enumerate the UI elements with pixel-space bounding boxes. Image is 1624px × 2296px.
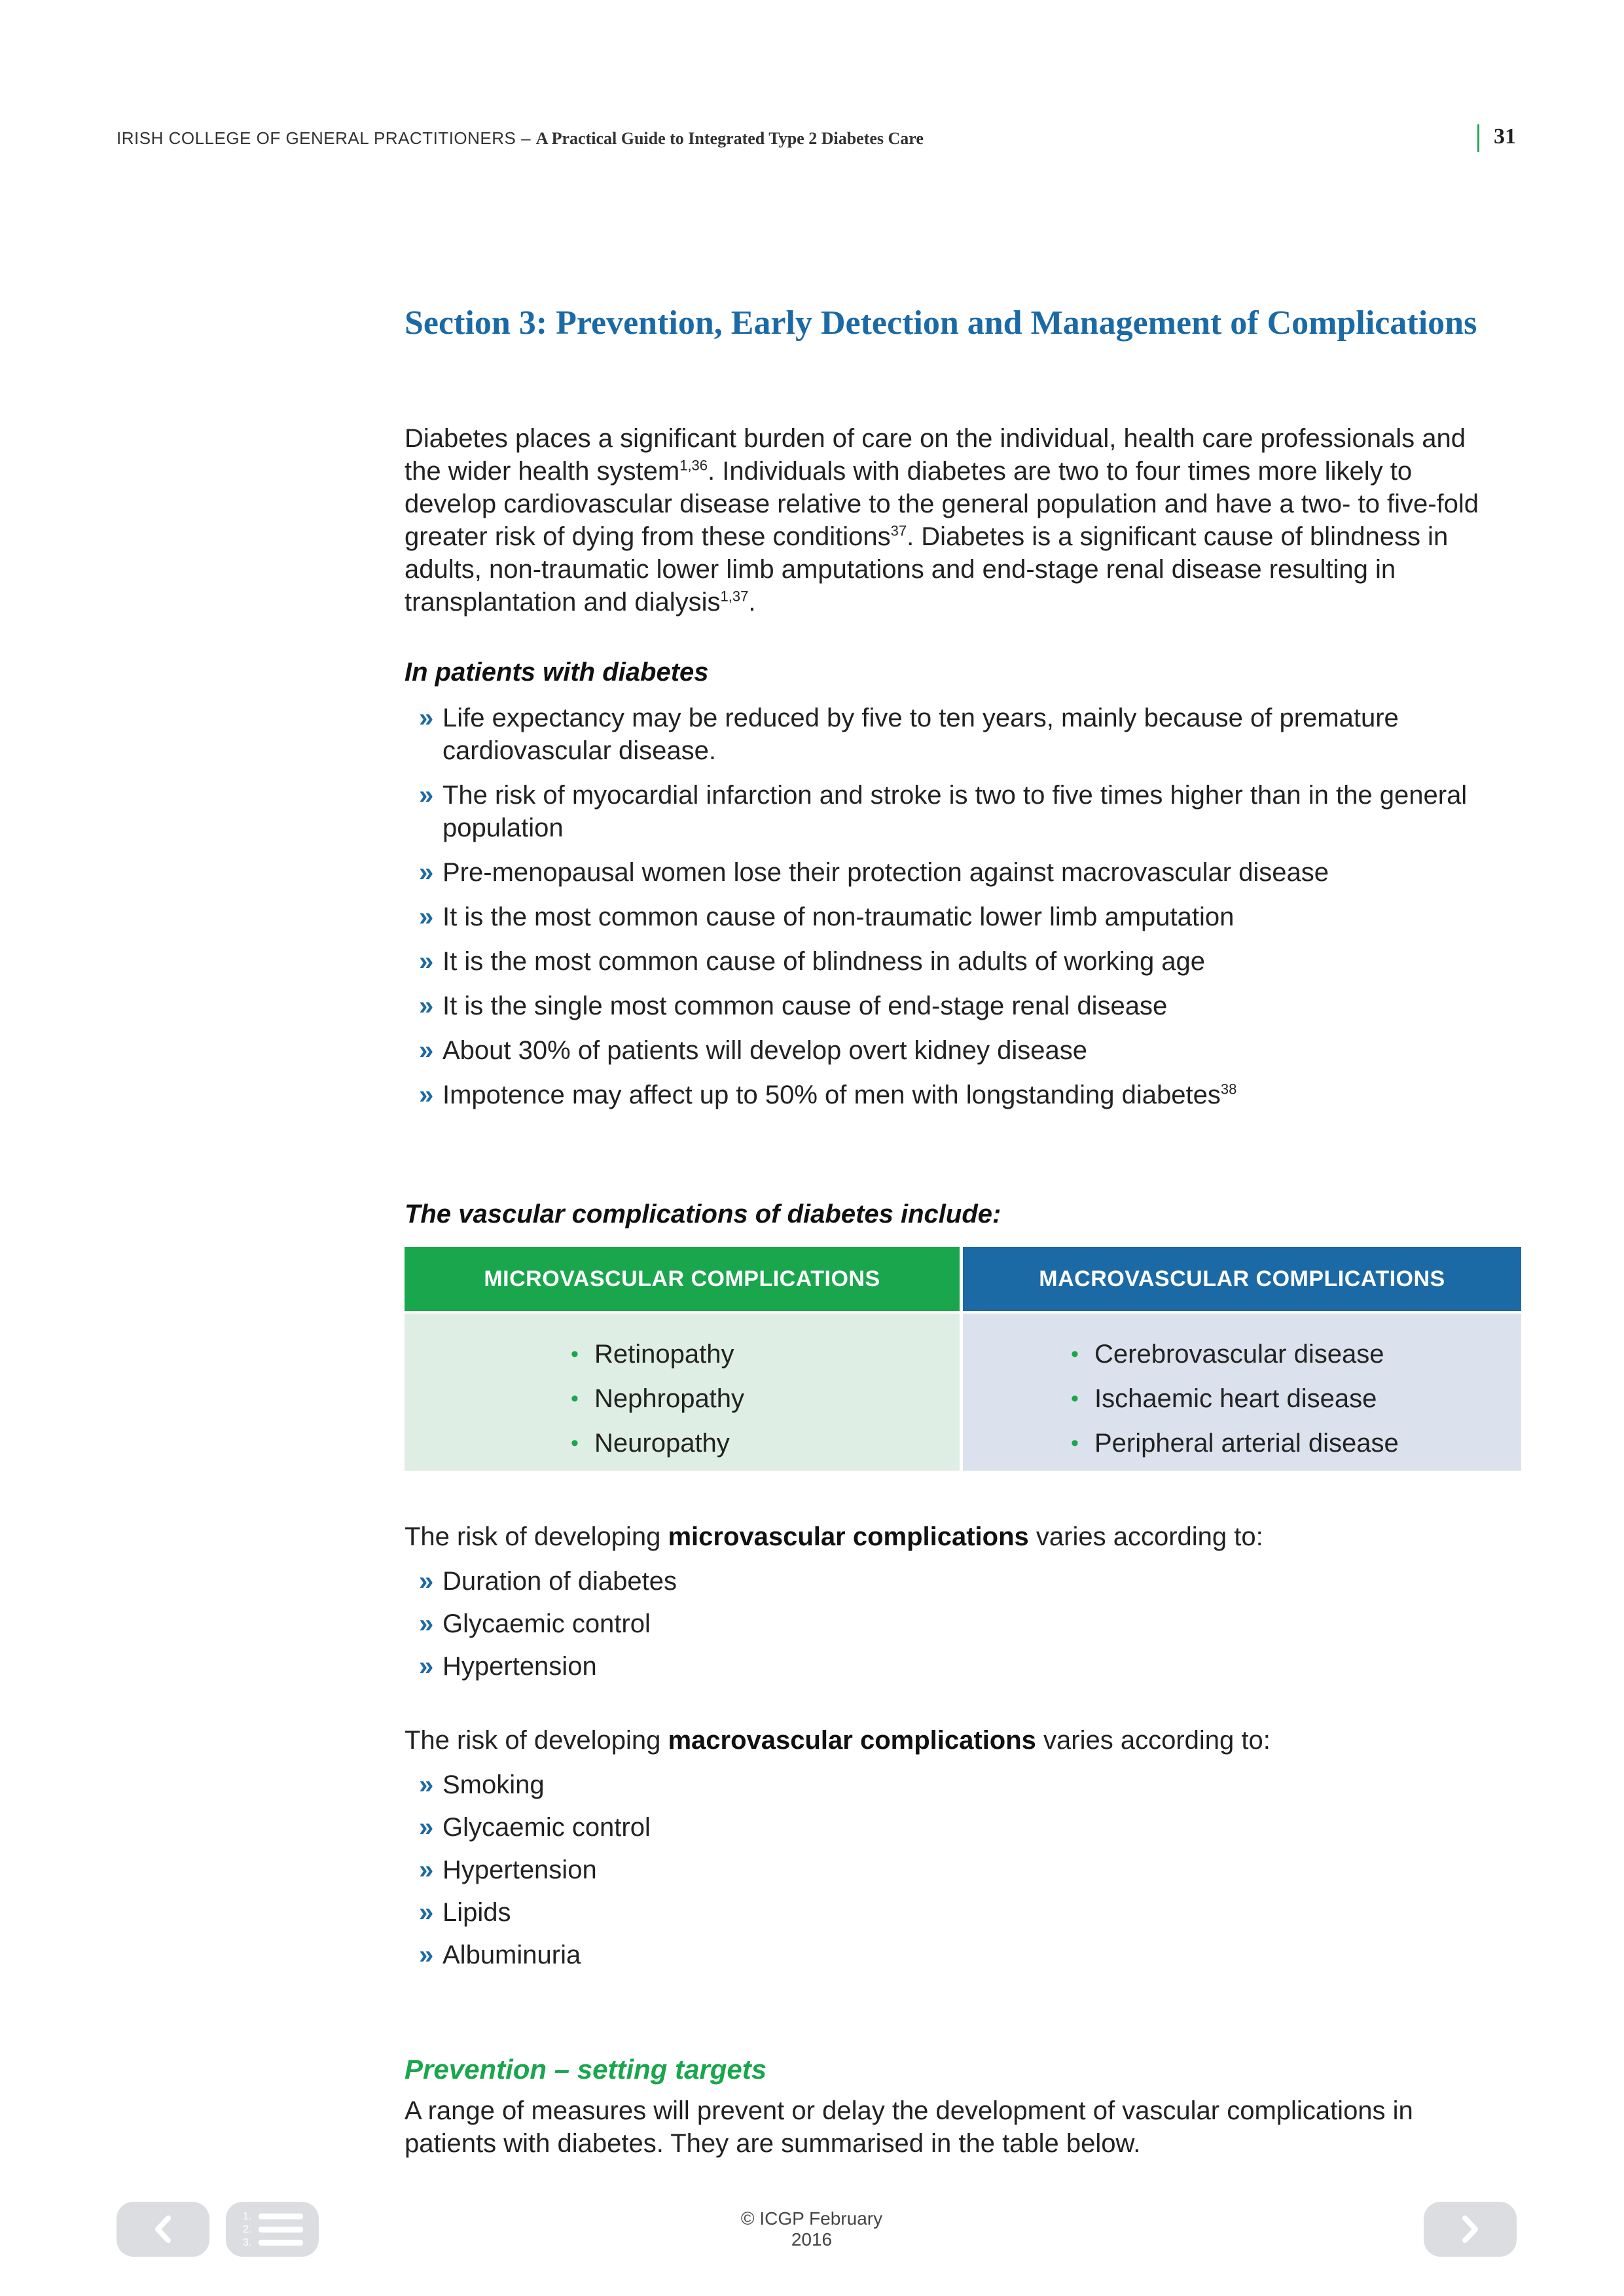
chevron-bullet-icon: » bbox=[419, 1567, 434, 1596]
chevron-bullet-icon: » bbox=[419, 903, 434, 931]
previous-page-button[interactable] bbox=[117, 2202, 209, 2257]
list-item bbox=[419, 856, 1519, 889]
list-item-text: Retinopathy bbox=[594, 1340, 734, 1369]
list-item bbox=[419, 1768, 1519, 1801]
list-item-text: Pre-menopausal women lose their protection against macrovascular disease bbox=[442, 858, 1329, 887]
chevron-bullet-icon: » bbox=[419, 1036, 434, 1065]
list-item bbox=[419, 945, 1519, 978]
patients-heading: In patients with diabetes bbox=[405, 658, 709, 687]
macro-header: MACROVASCULAR COMPLICATIONS bbox=[963, 1247, 1521, 1311]
list-item-text: Lipids bbox=[442, 1898, 511, 1927]
micro-risk-list bbox=[419, 1565, 1519, 1683]
chevron-bullet-icon: » bbox=[419, 1813, 434, 1842]
list-item bbox=[419, 1650, 1519, 1683]
list-item bbox=[419, 901, 1519, 933]
list-item bbox=[419, 1607, 1519, 1640]
list-item-text: The risk of myocardial infarction and stroke is two to five times higher than in the general population bbox=[442, 781, 1468, 842]
list-item-text: It is the most common cause of non-traumatic lower limb amputation bbox=[442, 903, 1235, 931]
chevron-bullet-icon: » bbox=[419, 1770, 434, 1799]
next-page-button[interactable] bbox=[1424, 2202, 1517, 2257]
list-item-text: About 30% of patients will develop overt kidney disease bbox=[442, 1036, 1088, 1065]
intro-ref-3[interactable]: 1,37 bbox=[720, 588, 749, 605]
chevron-bullet-icon: » bbox=[419, 1898, 434, 1927]
micro-risk-post: varies according to: bbox=[1028, 1522, 1263, 1551]
list-item bbox=[568, 1421, 744, 1465]
list-item-text: Impotence may affect up to 50% of men with longstanding diabetes bbox=[442, 1081, 1221, 1109]
micro-list bbox=[568, 1332, 744, 1465]
intro-ref-2[interactable]: 37 bbox=[890, 522, 907, 539]
toc-label-2: 2. bbox=[243, 2224, 252, 2235]
list-item bbox=[1068, 1376, 1399, 1421]
prevention-text: A range of measures will prevent or delay the development of vascular complications in patients with diabetes. They are summarised in the table below. bbox=[405, 2096, 1413, 2158]
list-item-text: Life expectancy may be reduced by five to ten years, mainly because of premature cardiovascular disease. bbox=[442, 704, 1399, 765]
list-item-text: Nephropathy bbox=[594, 1384, 745, 1413]
bullet-dot-icon: • bbox=[571, 1342, 579, 1367]
chevron-bullet-icon: » bbox=[419, 947, 434, 976]
micro-cell bbox=[405, 1314, 960, 1471]
list-item-text: Hypertension bbox=[442, 1652, 597, 1681]
intro-text-3: . Diabetes is a significant cause of blindness in adults, non-traumatic lower limb amputations and end-stage renal disease resulting in transplantation and dialysis bbox=[405, 522, 1449, 617]
list-item bbox=[419, 1854, 1519, 1886]
list-item-text: Hypertension bbox=[442, 1856, 597, 1884]
list-item bbox=[568, 1376, 744, 1421]
bullet-dot-icon: • bbox=[1071, 1342, 1079, 1367]
header-guide-title: A Practical Guide to Integrated Type 2 Diabetes Care bbox=[535, 129, 924, 148]
list-item-text: Neuropathy bbox=[594, 1429, 730, 1458]
list-item bbox=[419, 990, 1519, 1022]
micro-risk-pre: The risk of developing bbox=[405, 1522, 668, 1551]
prevention-heading: Prevention – setting targets bbox=[405, 2054, 767, 2085]
list-item-text: Cerebrovascular disease bbox=[1094, 1340, 1384, 1369]
chevron-bullet-icon: » bbox=[419, 1652, 434, 1681]
chevron-bullet-icon: » bbox=[419, 858, 434, 887]
list-item-text: Glycaemic control bbox=[442, 1609, 651, 1638]
list-item bbox=[419, 1034, 1519, 1067]
list-item bbox=[568, 1332, 744, 1376]
running-header bbox=[117, 128, 924, 149]
section-title: Section 3: Prevention, Early Detection and Management of Complications bbox=[405, 304, 1477, 342]
table-of-contents-button[interactable] bbox=[226, 2202, 319, 2257]
list-item bbox=[419, 1565, 1519, 1598]
list-item-text: Albuminuria bbox=[442, 1941, 581, 1969]
page-number-divider bbox=[1477, 124, 1479, 152]
list-item-text: Peripheral arterial disease bbox=[1094, 1429, 1399, 1458]
chevron-bullet-icon: » bbox=[419, 781, 434, 810]
list-item-text: Ischaemic heart disease bbox=[1094, 1384, 1377, 1413]
vascular-complications-table bbox=[405, 1247, 1521, 1471]
list-item bbox=[419, 1079, 1519, 1111]
patients-list bbox=[419, 702, 1519, 1111]
chevron-right-icon bbox=[1457, 2213, 1483, 2246]
reference-superscript[interactable]: 38 bbox=[1220, 1081, 1237, 1098]
list-item bbox=[1068, 1332, 1399, 1376]
toc-label-3: 3. bbox=[243, 2237, 252, 2248]
toc-label-1: 1. bbox=[243, 2211, 252, 2222]
list-item bbox=[419, 779, 1519, 844]
intro-ref-1[interactable]: 1,36 bbox=[679, 457, 708, 474]
chevron-bullet-icon: » bbox=[419, 1081, 434, 1109]
chevron-bullet-icon: » bbox=[419, 1856, 434, 1884]
intro-paragraph bbox=[405, 422, 1504, 619]
micro-header: MICROVASCULAR COMPLICATIONS bbox=[405, 1247, 960, 1311]
intro-text-2: . Individuals with diabetes are two to four times more likely to develop cardiovascular disease relative to the general population and have a two- to five-fold greater risk of dying from these conditions bbox=[405, 457, 1479, 551]
bullet-dot-icon: • bbox=[1071, 1431, 1079, 1456]
list-item bbox=[419, 702, 1519, 767]
list-item-text: Glycaemic control bbox=[442, 1813, 651, 1842]
macro-risk-list bbox=[419, 1768, 1519, 1971]
chevron-bullet-icon: » bbox=[419, 1941, 434, 1969]
intro-text-1: Diabetes places a significant burden of care on the individual, health care professionals and the wider health system bbox=[405, 424, 1466, 486]
chevron-bullet-icon: » bbox=[419, 1609, 434, 1638]
list-item-text: Duration of diabetes bbox=[442, 1567, 677, 1596]
page-number: 31 bbox=[1494, 124, 1516, 149]
macro-risk-pre: The risk of developing bbox=[405, 1726, 668, 1755]
chevron-bullet-icon: » bbox=[419, 992, 434, 1020]
macro-risk-bold: macrovascular complications bbox=[668, 1726, 1036, 1755]
macro-cell bbox=[963, 1314, 1521, 1471]
list-item bbox=[419, 1896, 1519, 1929]
table-of-contents-icon bbox=[226, 2202, 319, 2257]
macro-risk-post: varies according to: bbox=[1036, 1726, 1271, 1755]
bullet-dot-icon: • bbox=[571, 1431, 579, 1456]
micro-risk-bold: microvascular complications bbox=[668, 1522, 1029, 1551]
list-item bbox=[1068, 1421, 1399, 1465]
chevron-bullet-icon: » bbox=[419, 704, 434, 732]
micro-risk-intro bbox=[405, 1520, 1504, 1553]
copyright-footer: © ICGP February 2016 bbox=[740, 2208, 883, 2250]
header-org: IRISH COLLEGE OF GENERAL PRACTITIONERS – bbox=[117, 128, 536, 148]
list-item-text: It is the single most common cause of end-stage renal disease bbox=[442, 992, 1168, 1020]
list-item bbox=[419, 1811, 1519, 1844]
macro-risk-intro bbox=[405, 1724, 1504, 1757]
list-item-text: Smoking bbox=[442, 1770, 545, 1799]
list-item bbox=[419, 1939, 1519, 1971]
macro-list bbox=[1068, 1332, 1399, 1465]
chevron-left-icon bbox=[150, 2213, 176, 2246]
intro-text-4: . bbox=[748, 588, 756, 617]
vascular-heading: The vascular complications of diabetes include: bbox=[405, 1200, 1001, 1229]
bullet-dot-icon: • bbox=[1071, 1386, 1079, 1411]
bullet-dot-icon: • bbox=[571, 1386, 579, 1411]
list-item-text: It is the most common cause of blindness in adults of working age bbox=[442, 947, 1206, 976]
